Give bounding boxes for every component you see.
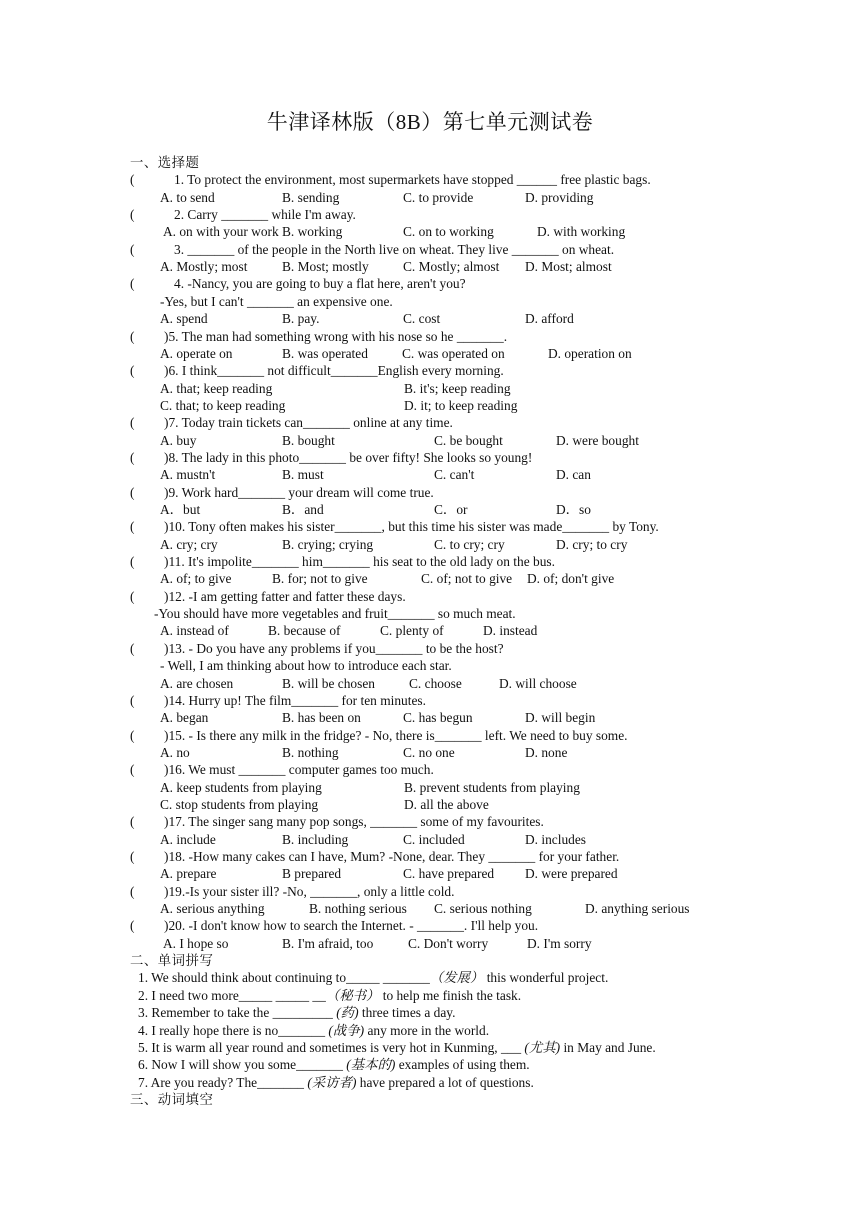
answer-paren: ( <box>130 692 135 708</box>
option: B. nothing <box>282 744 339 760</box>
spelling-text <box>138 1039 656 1056</box>
option: C. can't <box>434 467 475 483</box>
page-title: 牛津译林版（8B）第七单元测试卷 <box>266 110 594 134</box>
option: D. providing <box>525 189 594 205</box>
option: A. include <box>160 831 216 847</box>
option: A. mustn't <box>160 467 216 483</box>
question-text: )20. -I don't know how to search the Internet. - _______. I'll help you. <box>164 918 539 934</box>
option: B. sending <box>282 189 340 205</box>
option: C. included <box>403 831 465 847</box>
option: D. none <box>525 744 568 760</box>
question-text: )5. The man had something wrong with his nose so he _______. <box>164 328 508 344</box>
option: D. I'm sorry <box>527 935 592 951</box>
spelling-sentence-end: in May and June. <box>560 1039 656 1055</box>
option: A. I hope so <box>163 935 229 951</box>
option: C. to provide <box>403 189 474 205</box>
option: A. prepare <box>160 866 217 882</box>
option: A. serious anything <box>160 901 265 917</box>
option: B. prevent students from playing <box>404 779 580 795</box>
option: B. for; not to give <box>272 571 368 587</box>
question-text-continued: -You should have more vegetables and fruit_______ so much meat. <box>154 606 516 622</box>
option: D. Most; almost <box>525 259 612 275</box>
spelling-text <box>138 1074 534 1091</box>
option: B. Most; mostly <box>282 259 369 275</box>
option: C. choose <box>409 675 462 691</box>
question-text: )11. It's impolite_______ him_______ his seat to the old lady on the bus. <box>164 554 555 570</box>
spelling-text <box>138 987 521 1004</box>
option: C. stop students from playing <box>160 796 319 812</box>
question-text: 4. -Nancy, you are going to buy a flat here, aren't you? <box>174 276 466 292</box>
option: A. spend <box>160 311 208 327</box>
option: C. Mostly; almost <box>403 259 500 275</box>
option: B. nothing serious <box>309 901 407 917</box>
option: D. afford <box>525 311 574 327</box>
option: B. crying; crying <box>282 536 374 552</box>
spelling-sentence-end: three times a day. <box>358 1005 456 1021</box>
option: B. including <box>282 831 349 847</box>
option: B prepared <box>282 866 342 882</box>
option: D. anything serious <box>585 901 690 917</box>
option: C. no one <box>403 744 455 760</box>
option: D. it; to keep reading <box>404 397 518 413</box>
option: A. keep students from playing <box>160 779 322 795</box>
spelling-sentence-end: to help me finish the task. <box>379 987 522 1003</box>
question-text: 3. _______ of the people in the North live on wheat. They live _______ on wheat. <box>174 241 615 257</box>
option: D. includes <box>525 831 586 847</box>
option: B. has been on <box>282 710 361 726</box>
option: C. was operated on <box>402 345 505 361</box>
question-text: )18. -How many cakes can I have, Mum? -None, dear. They _______ for your father. <box>164 849 620 864</box>
question-text: )13. - Do you have any problems if you_______ to be the host? <box>164 640 504 656</box>
answer-paren: ( <box>130 762 135 778</box>
question-text: )17. The singer sang many pop songs, _______ some of my favourites. <box>164 814 544 830</box>
answer-paren: ( <box>130 640 135 656</box>
question-text: 1. To protect the environment, most supermarkets have stopped ______ free plastic bags. <box>174 172 651 188</box>
option: D. cry; to cry <box>556 536 628 552</box>
answer-paren: ( <box>130 241 135 257</box>
option: B. bought <box>282 432 335 448</box>
spelling-sentence-end: any more in the world. <box>364 1022 490 1038</box>
answer-paren: ( <box>130 814 135 830</box>
answer-paren: ( <box>130 415 135 431</box>
answer-paren: ( <box>130 849 135 864</box>
option: D. instead <box>483 623 538 639</box>
question-text: )19.-Is your sister ill? -No, _______, only a little cold. <box>164 883 455 899</box>
answer-paren: ( <box>130 883 135 899</box>
answer-paren: ( <box>130 449 135 465</box>
question-text: )8. The lady in this photo_______ be over fifty! She looks so young! <box>164 449 533 465</box>
answer-paren: ( <box>130 727 135 743</box>
spelling-text <box>138 1004 455 1021</box>
option: A. operate on <box>160 345 233 361</box>
question-text: )7. Today train tickets can_______ online at any time. <box>164 415 453 431</box>
question-text-continued: - Well, I am thinking about how to introduce each star. <box>160 658 452 674</box>
spelling-sentence: 1. We should think about continuing to_____ _______ <box>138 970 430 986</box>
option: C. of; not to give <box>421 571 513 587</box>
option: C. to cry; cry <box>434 536 505 552</box>
option: D. all the above <box>404 796 489 812</box>
answer-paren: ( <box>130 328 135 344</box>
section-title: 一、选择题 <box>130 155 200 170</box>
option: A．but <box>160 502 201 517</box>
answer-paren: ( <box>130 588 135 604</box>
chinese-hint: (尤其) <box>524 1039 561 1055</box>
option: B. working <box>282 224 343 240</box>
option: D. were bought <box>556 432 639 448</box>
option: B. will be chosen <box>282 675 375 691</box>
option: C. on to working <box>403 224 494 240</box>
question-text: )14. Hurry up! The film_______ for ten minutes. <box>164 692 426 708</box>
option: D．so <box>556 502 591 517</box>
chinese-hint: （发展） <box>429 970 484 986</box>
section-title: 二、单词拼写 <box>130 953 214 969</box>
question-text-continued: -Yes, but I can't _______ an expensive one. <box>160 293 393 309</box>
option: D. can <box>556 467 591 483</box>
option: B．and <box>282 502 324 517</box>
option: C. have prepared <box>403 866 495 882</box>
spelling-sentence-end: examples of using them. <box>395 1057 530 1073</box>
question-text: )16. We must _______ computer games too much. <box>164 762 434 778</box>
option: A. on with your work <box>163 224 279 240</box>
option: B. pay. <box>282 311 320 327</box>
option: B. I'm afraid, too <box>282 935 374 951</box>
option: A. of; to give <box>160 571 232 587</box>
spelling-sentence: 5. It is warm all year round and sometimes is very hot in Kunming, ___ <box>138 1039 525 1055</box>
answer-paren: ( <box>130 207 135 223</box>
option: C. plenty of <box>380 623 444 639</box>
answer-paren: ( <box>130 172 135 188</box>
question-text: )9. Work hard_______ your dream will come true. <box>164 484 434 500</box>
option: D. operation on <box>548 345 632 361</box>
spelling-sentence-end: have prepared a lot of questions. <box>356 1074 534 1090</box>
question-text: 2. Carry _______ while I'm away. <box>174 207 356 223</box>
answer-paren: ( <box>130 484 135 500</box>
option: D. were prepared <box>525 866 618 882</box>
option: A. began <box>160 710 209 726</box>
option: C．or <box>434 502 468 517</box>
option: D. of; don't give <box>527 571 615 587</box>
option: B. must <box>282 467 324 483</box>
question-text: )12. -I am getting fatter and fatter these days. <box>164 588 406 604</box>
spelling-sentence: 3. Remember to take the _________ <box>138 1005 337 1021</box>
spelling-text <box>138 1022 489 1039</box>
answer-paren: ( <box>130 519 135 535</box>
section-title: 三、动词填空 <box>130 1091 214 1107</box>
option: A. no <box>160 744 190 760</box>
spelling-sentence-end: this wonderful project. <box>483 970 609 986</box>
spelling-sentence: 4. I really hope there is no_______ <box>138 1022 329 1038</box>
question-text: )10. Tony often makes his sister_______, but this time his sister was made_______ by Tony. <box>164 519 659 535</box>
option: C. Don't worry <box>408 935 489 951</box>
option: B. because of <box>268 623 341 639</box>
option: C. that; to keep reading <box>160 397 286 413</box>
option: A. that; keep reading <box>160 380 273 396</box>
spelling-text <box>138 1056 530 1073</box>
answer-paren: ( <box>130 918 135 934</box>
chinese-hint: (基本的) <box>346 1057 396 1073</box>
option: A. instead of <box>160 623 229 639</box>
option: C. serious nothing <box>434 901 532 917</box>
chinese-hint: (采访者) <box>307 1074 357 1090</box>
question-text: )15. - Is there any milk in the fridge? - No, there is_______ left. We need to buy some. <box>164 727 628 743</box>
spelling-sentence: 2. I need two more_____ _____ __ <box>138 987 326 1003</box>
answer-paren: ( <box>130 363 135 379</box>
option: A. buy <box>160 432 197 448</box>
option: C. has begun <box>403 710 473 726</box>
option: B. it's; keep reading <box>404 380 511 396</box>
option: D. with working <box>537 224 626 240</box>
question-text: )6. I think_______ not difficult_______English every morning. <box>164 363 504 379</box>
chinese-hint: （秘书） <box>325 987 380 1003</box>
option: C. be bought <box>434 432 503 448</box>
answer-paren: ( <box>130 554 135 570</box>
option: D. will choose <box>499 675 577 691</box>
answer-paren: ( <box>130 276 135 292</box>
option: C. cost <box>403 311 441 327</box>
spelling-text <box>138 969 608 986</box>
chinese-hint: (药) <box>336 1005 359 1021</box>
option: A. are chosen <box>160 675 234 691</box>
spelling-sentence: 6. Now I will show you some_______ <box>138 1057 347 1073</box>
spelling-sentence: 7. Are you ready? The_______ <box>138 1074 308 1090</box>
option: A. to send <box>160 189 215 205</box>
option: D. will begin <box>525 710 596 726</box>
chinese-hint: (战争) <box>328 1022 365 1038</box>
option: A. Mostly; most <box>160 259 248 275</box>
option: B. was operated <box>282 345 368 361</box>
option: A. cry; cry <box>160 536 218 552</box>
